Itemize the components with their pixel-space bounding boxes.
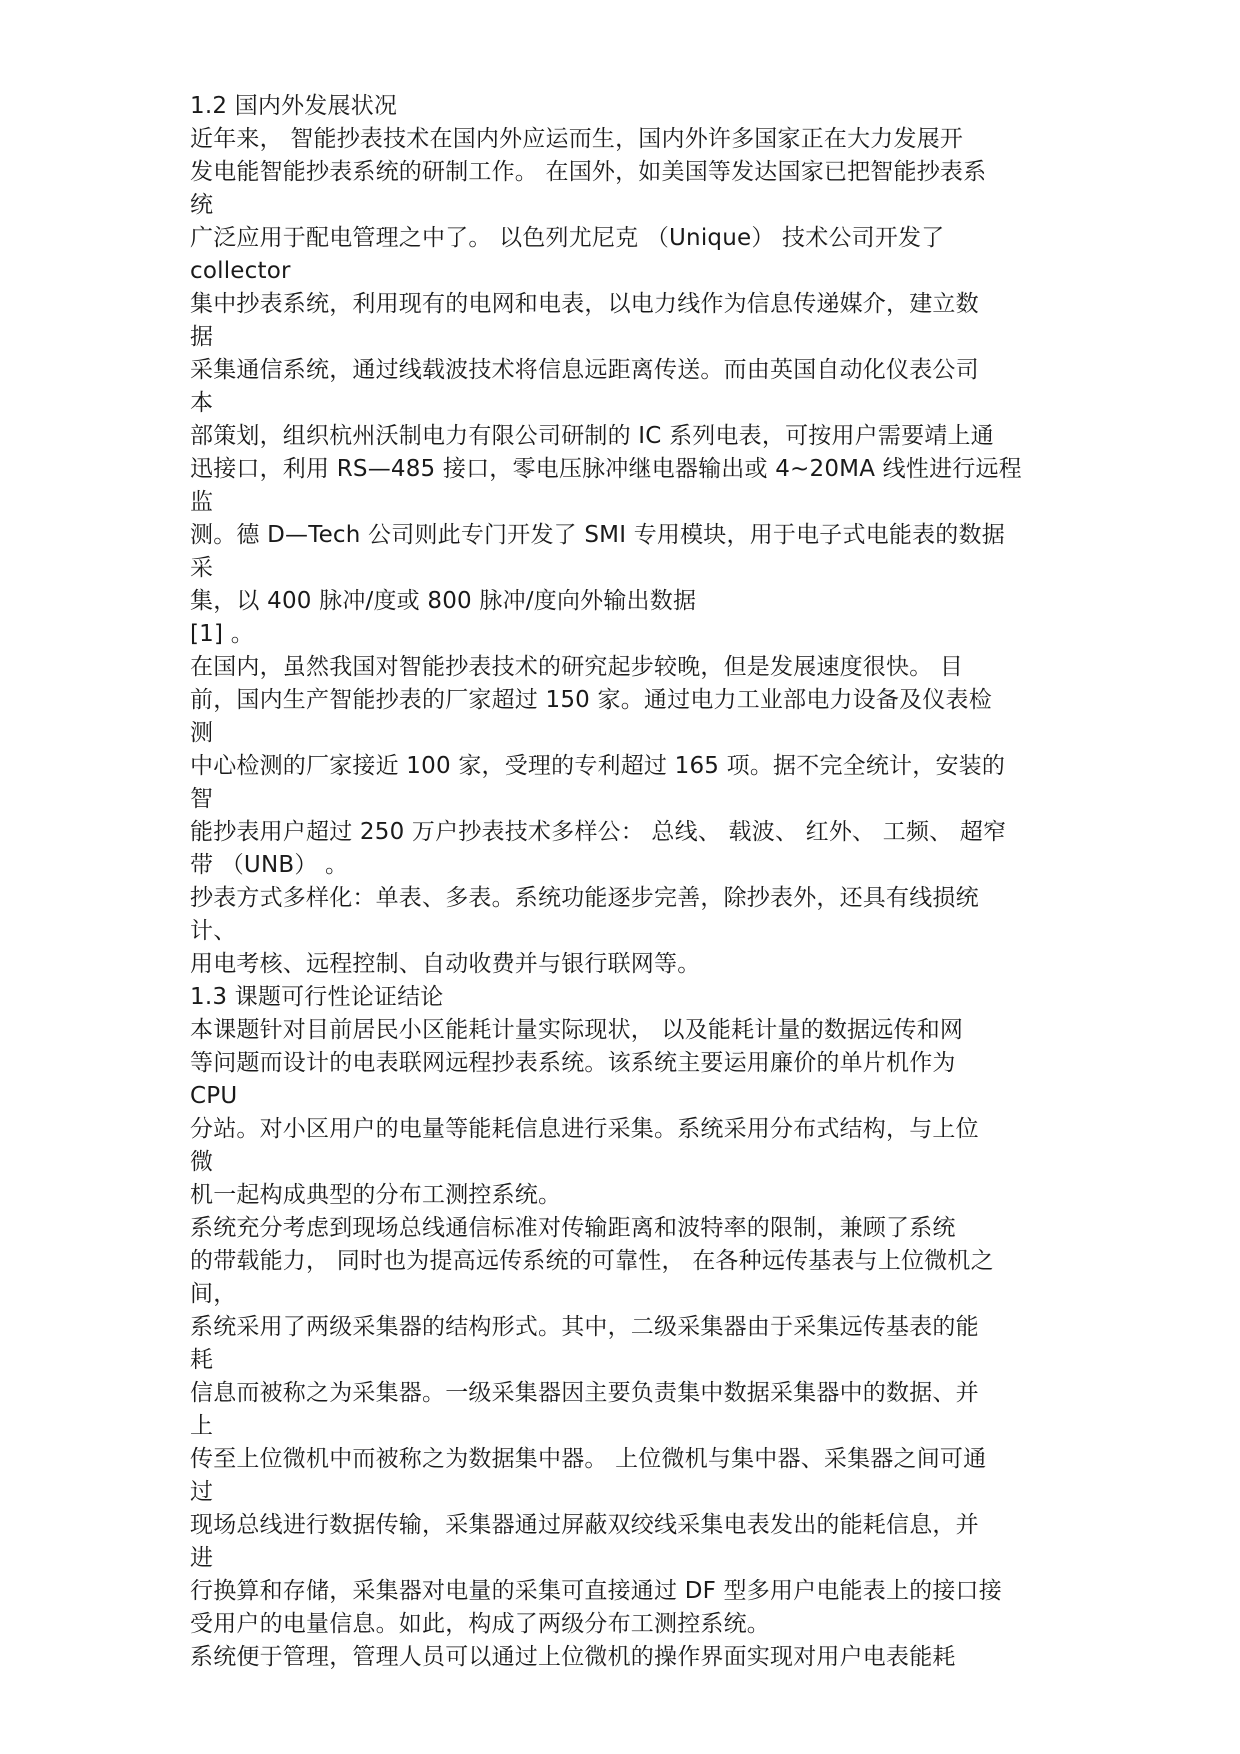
text-line: 计、 [190, 918, 237, 944]
text-line: collector [190, 258, 291, 284]
text-line: 采 [190, 555, 214, 581]
text-line: 现场总线进行数据传输，采集器通过屏蔽双绞线采集电表发出的能耗信息，并 [190, 1512, 979, 1538]
text-line: 发电能智能抄表系统的研制工作。 在国外，如美国等发达国家已把智能抄表系 [190, 159, 987, 185]
text-line: 的带载能力， 同时也为提高远传系统的可靠性， 在各种远传基表与上位微机之 [190, 1248, 994, 1274]
text-line: 系统便于管理，管理人员可以通过上位微机的操作界面实现对用户电表能耗 [190, 1644, 956, 1670]
text-line: 机一起构成典型的分布工测控系统。 [190, 1182, 562, 1208]
text-line: 据 [190, 324, 214, 350]
text-line: 受用户的电量信息。如此，构成了两级分布工测控系统。 [190, 1611, 770, 1637]
text-line: 测 [190, 720, 214, 746]
text-line: 测。德 D—Tech 公司则此专门开发了 SMI 专用模块，用于电子式电能表的数据 [190, 522, 1005, 548]
citation-line: [1] 。 [190, 621, 254, 647]
text-line: 等问题而设计的电表联网远程抄表系统。该系统主要运用廉价的单片机作为 [190, 1050, 956, 1076]
text-line: 上 [190, 1413, 214, 1439]
text-line: 微 [190, 1149, 214, 1175]
text-line: 间， [190, 1281, 237, 1307]
text-line: 能抄表用户超过 250 万户抄表技术多样公： 总线、 载波、 红外、 工频、 超窄 [190, 819, 1007, 845]
text-line: 集，以 400 脉冲/度或 800 脉冲/度向外输出数据 [190, 588, 697, 614]
section-heading: 1.2 国内外发展状况 [190, 93, 398, 119]
text-line: 带 （UNB） 。 [190, 852, 349, 878]
text-line: 分站。对小区用户的电量等能耗信息进行采集。系统采用分布式结构，与上位 [190, 1116, 979, 1142]
text-line: 集中抄表系统，利用现有的电网和电表，以电力线作为信息传递媒介，建立数 [190, 291, 979, 317]
document-body [190, 90, 1070, 1674]
text-line: 耗 [190, 1347, 214, 1373]
text-line: 广泛应用于配电管理之中了。 以色列尤尼克 （Unique） 技术公司开发了 [190, 225, 945, 251]
text-line: 中心检测的厂家接近 100 家，受理的专利超过 165 项。据不完全统计，安装的 [190, 753, 1006, 779]
text-line: 前，国内生产智能抄表的厂家超过 150 家。通过电力工业部电力设备及仪表检 [190, 687, 992, 713]
text-line: 迅接口，利用 RS—485 接口，零电压脉冲继电器输出或 4~20MA 线性进行远程 [190, 456, 1022, 482]
text-line: 信息而被称之为采集器。一级采集器因主要负责集中数据采集器中的数据、并 [190, 1380, 979, 1406]
text-line: 抄表方式多样化：单表、多表。系统功能逐步完善，除抄表外，还具有线损统 [190, 885, 979, 911]
text-line: 进 [190, 1545, 214, 1571]
text-line: CPU [190, 1083, 238, 1109]
text-line: 近年来， 智能抄表技术在国内外应运而生，国内外许多国家正在大力发展开 [190, 126, 964, 152]
text-line: 监 [190, 489, 214, 515]
section-heading: 1.3 课题可行性论证结论 [190, 984, 444, 1010]
text-line: 智 [190, 786, 214, 812]
text-line: 在国内，虽然我国对智能抄表技术的研究起步较晚，但是发展速度很快。 目 [190, 654, 964, 680]
text-line: 本 [190, 390, 214, 416]
text-line: 采集通信系统，通过线载波技术将信息远距离传送。而由英国自动化仪表公司 [190, 357, 979, 383]
text-line: 用电考核、远程控制、自动收费并与银行联网等。 [190, 951, 701, 977]
text-line: 本课题针对目前居民小区能耗计量实际现状， 以及能耗计量的数据远传和网 [190, 1017, 964, 1043]
text-line: 传至上位微机中而被称之为数据集中器。 上位微机与集中器、采集器之间可通 [190, 1446, 987, 1472]
text-line: 部策划，组织杭州沃制电力有限公司研制的 IC 系列电表，可按用户需要靖上通 [190, 423, 994, 449]
text-line: 行换算和存储，采集器对电量的采集可直接通过 DF 型多用户电能表上的接口接 [190, 1578, 1002, 1604]
text-line: 过 [190, 1479, 214, 1505]
text-line: 系统采用了两级采集器的结构形式。其中，二级采集器由于采集远传基表的能 [190, 1314, 979, 1340]
text-line: 统 [190, 192, 214, 218]
text-line: 系统充分考虑到现场总线通信标准对传输距离和波特率的限制，兼顾了系统 [190, 1215, 956, 1241]
